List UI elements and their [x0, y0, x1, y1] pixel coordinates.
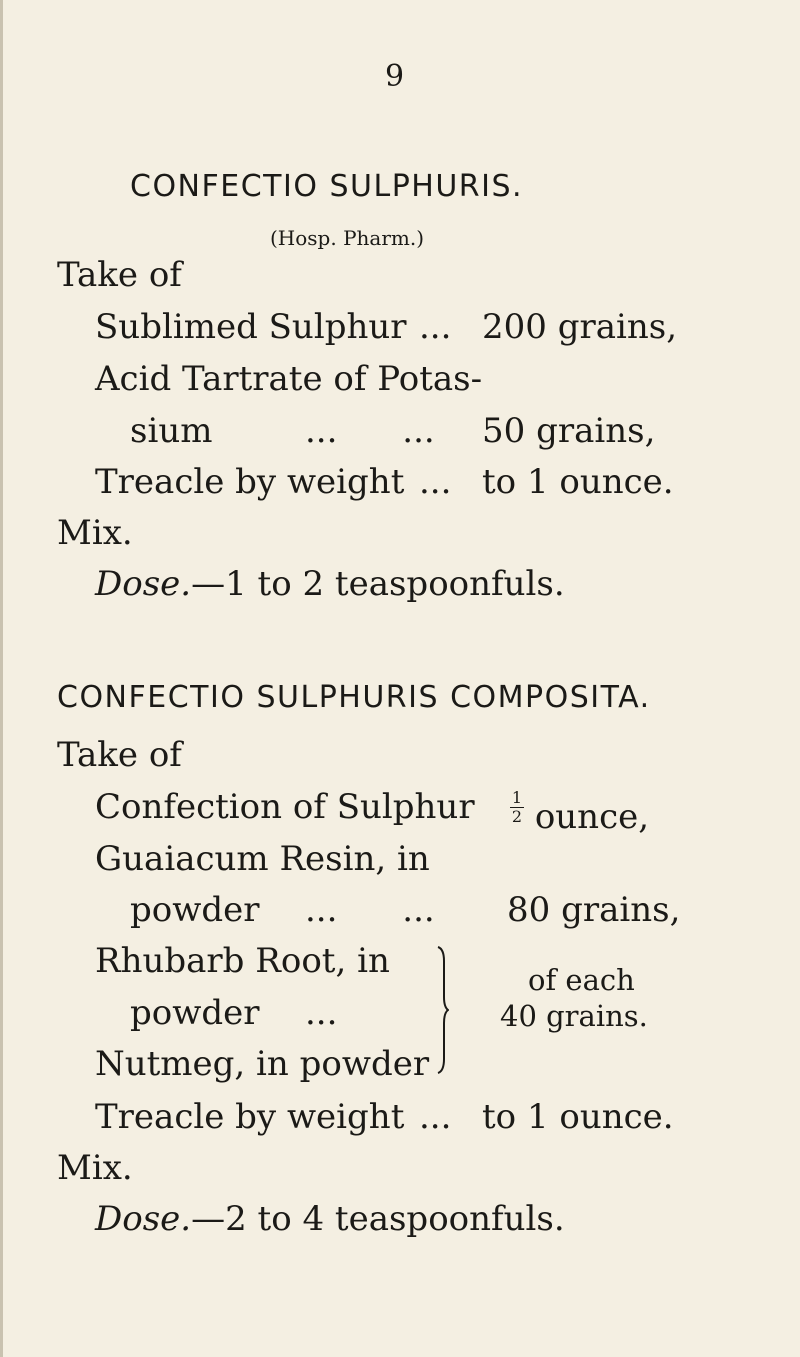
ingredient-amount: 200 grains, [482, 307, 678, 347]
section-2-mix: Mix. [57, 1148, 133, 1188]
ingredient-dots: ... [305, 993, 338, 1033]
grouping-brace [437, 945, 449, 1075]
dose-text: —2 to 4 teaspoonfuls. [191, 1199, 565, 1239]
ingredient-name-continued: powder [130, 890, 260, 930]
ingredient-dots: ... [419, 1097, 452, 1137]
ingredient-name: Treacle by weight [95, 462, 405, 502]
section-1-dose [95, 564, 565, 604]
ingredient-amount: 80 grains, [507, 890, 681, 930]
ingredient-name: Treacle by weight [95, 1097, 405, 1137]
ingredient-dots: ... [419, 307, 452, 347]
ingredient-name: Nutmeg, in powder [95, 1044, 430, 1084]
dose-label: Dose. [95, 564, 192, 604]
section-1-subtitle: (Hosp. Pharm.) [270, 226, 425, 250]
ingredient-name: Acid Tartrate of Potas- [95, 359, 483, 399]
section-1-take-of: Take of [57, 255, 182, 295]
section-2-take-of: Take of [57, 735, 182, 775]
ingredient-amount: to 1 ounce. [482, 462, 674, 502]
ingredient-dots: ... ... [305, 890, 435, 930]
section-2-dose [95, 1199, 565, 1239]
ingredient-dots: ... ... [305, 411, 435, 451]
ingredient-name: Rhubarb Root, in [95, 941, 390, 981]
ingredient-amount: $\frac{1}{2}$ ounce, [511, 788, 650, 837]
page-number: 9 [385, 59, 405, 94]
section-2-title: CONFECTIO SULPHURIS COMPOSITA. [57, 680, 651, 715]
ingredient-amount: to 1 ounce. [482, 1097, 674, 1137]
dose-label: Dose. [95, 1199, 192, 1239]
ingredient-name: Confection of Sulphur [95, 787, 475, 827]
grouped-amount-line-2: 40 grains. [500, 999, 648, 1033]
section-1-title: CONFECTIO SULPHURIS. [130, 169, 524, 204]
grouped-amount-line-1: of each [528, 963, 635, 997]
ingredient-amount: 50 grains, [482, 411, 656, 451]
dose-text: —1 to 2 teaspoonfuls. [191, 564, 565, 604]
ingredient-name: Sublimed Sulphur [95, 307, 407, 347]
ingredient-name: Guaiacum Resin, in [95, 839, 430, 879]
page-edge [0, 0, 3, 1357]
section-1-mix: Mix. [57, 513, 133, 553]
ingredient-name-continued: sium [130, 411, 213, 451]
fraction-half: $\frac{1}{2}$ [511, 788, 523, 826]
ingredient-dots: ... [419, 462, 452, 502]
ingredient-name-continued: powder [130, 993, 260, 1033]
